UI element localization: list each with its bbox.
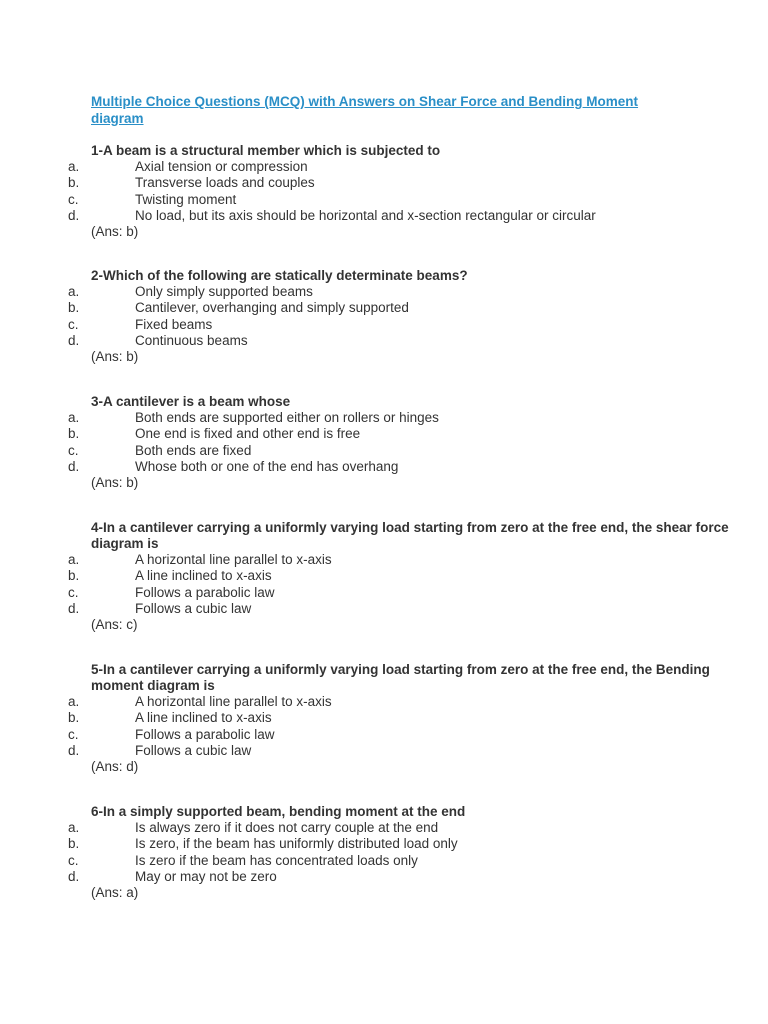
option-c (68, 316, 731, 333)
option-text: Both ends are supported either on rollers or hinges (135, 410, 439, 425)
question-text: 2-Which of the following are statically determinate beams? (91, 268, 468, 283)
option-b (68, 175, 731, 191)
option-letter: b. (68, 300, 80, 316)
option-c (68, 442, 731, 459)
option-a (68, 284, 731, 300)
answer-text: (Ans: b) (91, 224, 139, 240)
option-b (68, 426, 731, 442)
option-letter: c. (68, 316, 79, 332)
option-text: A horizontal line parallel to x-axis (135, 552, 332, 567)
option-text: Transverse loads and couples (135, 175, 315, 191)
option-letter: b. (68, 175, 80, 191)
option-c (68, 191, 731, 208)
option-text: One end is fixed and other end is free (135, 426, 361, 442)
option-b (68, 300, 731, 316)
option-text: Whose both or one of the end has overhang (135, 458, 399, 474)
option-letter: b. (68, 426, 80, 442)
option-letter: c. (68, 852, 79, 868)
option-letter: a. (68, 284, 80, 299)
option-a (68, 552, 731, 568)
option-text: Follows a cubic law (135, 742, 252, 758)
option-a (68, 410, 731, 426)
option-a (68, 694, 731, 710)
option-text: Cantilever, overhanging and simply supported (135, 300, 409, 316)
option-letter: d. (68, 600, 80, 616)
option-text: A horizontal line parallel to x-axis (135, 694, 332, 709)
option-b (68, 710, 731, 726)
option-text: Both ends are fixed (135, 442, 252, 458)
option-letter: c. (68, 191, 79, 207)
option-text: Twisting moment (135, 191, 237, 207)
answer-text: (Ans: c) (91, 617, 138, 633)
option-text: Is zero, if the beam has uniformly distributed load only (135, 836, 458, 852)
option-text: Is zero if the beam has concentrated loads only (135, 852, 418, 868)
option-letter: b. (68, 710, 80, 726)
option-text: Fixed beams (135, 316, 213, 332)
option-text: A line inclined to x-axis (135, 710, 272, 726)
option-text: No load, but its axis should be horizontal and x-section rectangular or circular (135, 207, 596, 223)
option-letter: c. (68, 584, 79, 600)
answer-text: (Ans: b) (91, 349, 139, 365)
option-d (68, 600, 731, 617)
option-text: Follows a parabolic law (135, 584, 275, 600)
question-5 (68, 662, 731, 775)
option-letter: d. (68, 868, 80, 884)
option-text: May or may not be zero (135, 868, 277, 884)
option-letter: d. (68, 207, 80, 223)
option-letter: a. (68, 159, 80, 174)
option-letter: c. (68, 442, 79, 458)
option-b (68, 568, 731, 584)
option-a (68, 159, 731, 175)
option-text: Is always zero if it does not carry couple at the end (135, 820, 439, 835)
option-text: Axial tension or compression (135, 159, 308, 174)
option-a (68, 820, 731, 836)
option-d (68, 742, 731, 759)
answer-text: (Ans: a) (91, 885, 139, 901)
option-b (68, 836, 731, 852)
option-letter: b. (68, 836, 80, 852)
option-letter: a. (68, 694, 80, 709)
option-letter: c. (68, 726, 79, 742)
question-text: 3-A cantilever is a beam whose (91, 394, 291, 409)
question-text: 6-In a simply supported beam, bending moment at the end (91, 804, 466, 819)
document-title-link[interactable]: Multiple Choice Questions (MCQ) with Answers on Shear Force and Bending Moment diagram (91, 94, 639, 126)
question-6 (68, 804, 731, 901)
option-letter: d. (68, 742, 80, 758)
option-letter: a. (68, 552, 80, 567)
option-letter: d. (68, 458, 80, 474)
option-text: Only simply supported beams (135, 284, 313, 299)
option-text: Continuous beams (135, 332, 248, 348)
answer-text: (Ans: b) (91, 475, 139, 491)
question-3 (68, 394, 731, 491)
question-2 (68, 268, 731, 365)
option-c (68, 584, 731, 601)
option-d (68, 207, 731, 224)
option-letter: a. (68, 410, 80, 425)
option-d (68, 868, 731, 885)
question-text: 1-A beam is a structural member which is subjected to (91, 143, 441, 158)
question-text: 4-In a cantilever carrying a uniformly varying load starting from zero at the free end, the shear force diagram is (91, 520, 729, 551)
question-1 (68, 143, 731, 240)
option-c (68, 726, 731, 743)
option-text: Follows a parabolic law (135, 726, 275, 742)
option-letter: b. (68, 568, 80, 584)
answer-text: (Ans: d) (91, 759, 139, 775)
option-text: A line inclined to x-axis (135, 568, 272, 584)
question-text: 5-In a cantilever carrying a uniformly varying load starting from zero at the free end, the Bending moment diagram is (91, 662, 710, 693)
option-letter: a. (68, 820, 80, 835)
option-d (68, 458, 731, 475)
option-c (68, 852, 731, 869)
option-text: Follows a cubic law (135, 600, 252, 616)
option-d (68, 332, 731, 349)
question-4 (68, 520, 731, 633)
option-letter: d. (68, 332, 80, 348)
